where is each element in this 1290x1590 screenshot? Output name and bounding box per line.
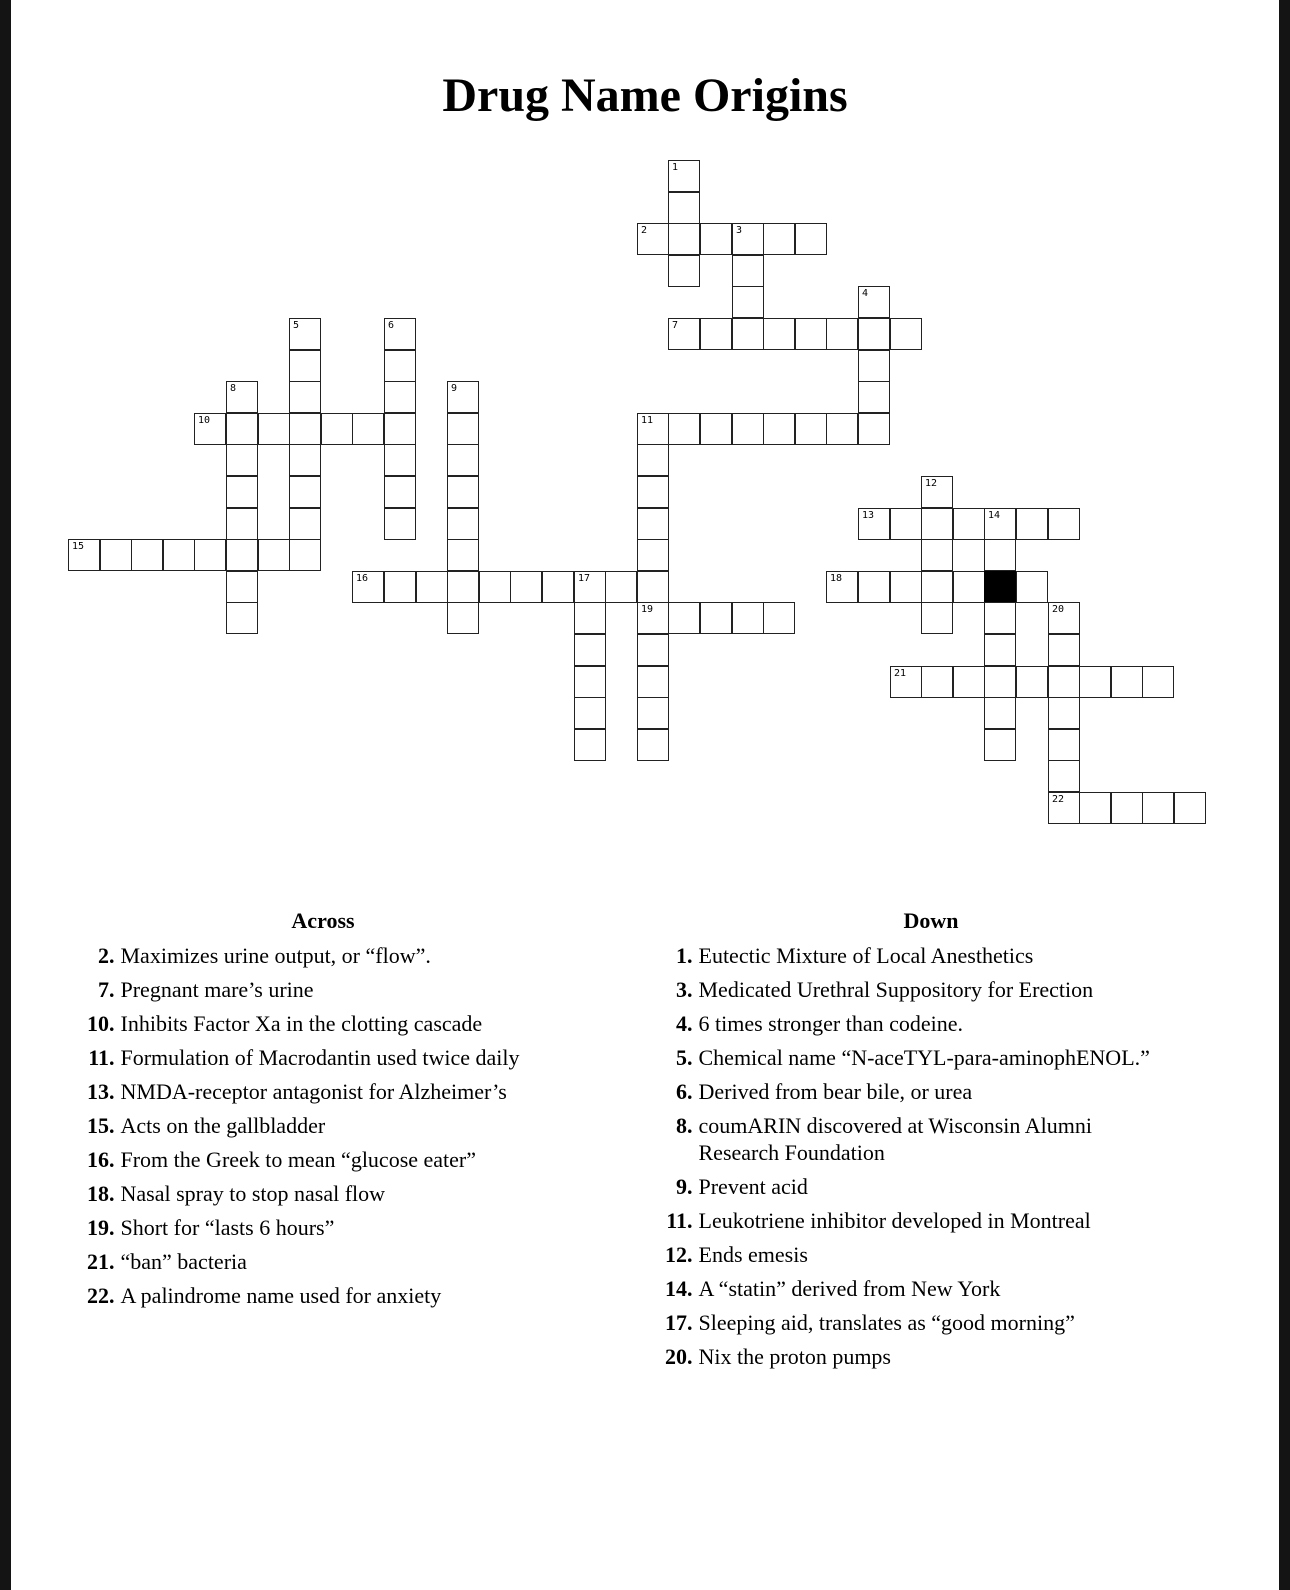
down-clue-20 (651, 1343, 1171, 1370)
clue-number-dot: . (687, 1208, 693, 1233)
grid-cell[interactable] (921, 508, 953, 540)
down-clue-17 (651, 1309, 1171, 1336)
grid-cell[interactable] (447, 539, 479, 571)
grid-cell[interactable] (574, 697, 606, 729)
grid-cell[interactable] (732, 318, 764, 350)
grid-cell[interactable] (321, 413, 353, 445)
grid-cell[interactable] (1111, 666, 1143, 698)
grid-cell[interactable] (921, 539, 953, 571)
clue-number: 7 (98, 977, 109, 1002)
clue-text: Ends emesis (698, 1242, 808, 1267)
grid-cell[interactable] (637, 602, 669, 634)
clue-number: 11 (88, 1045, 109, 1070)
clue-number-dot: . (109, 1181, 115, 1206)
grid-cell[interactable] (637, 539, 669, 571)
clue-number: 15 (87, 1113, 109, 1138)
grid-cell[interactable] (890, 571, 922, 603)
grid-cell[interactable] (732, 286, 764, 318)
grid-cell[interactable] (574, 634, 606, 666)
cell-number: 17 (578, 573, 591, 584)
grid-cell[interactable] (826, 318, 858, 350)
across-clue-7 (73, 976, 593, 1003)
clue-text: Pregnant mare’s urine (120, 977, 314, 1002)
grid-cell[interactable] (668, 602, 700, 634)
grid-cell[interactable] (700, 223, 732, 255)
clue-number: 19 (87, 1215, 109, 1240)
grid-cell[interactable] (668, 413, 700, 445)
across-clue-2 (73, 942, 593, 969)
grid-cell[interactable] (668, 192, 700, 224)
grid-cell[interactable] (763, 413, 795, 445)
grid-cell[interactable] (1048, 602, 1080, 634)
cell-number: 2 (641, 225, 648, 236)
grid-cell[interactable] (732, 602, 764, 634)
grid-cell[interactable] (384, 413, 416, 445)
clue-number-dot: . (109, 1283, 115, 1308)
cell-number: 21 (894, 668, 907, 679)
clue-number-dot: . (109, 1215, 115, 1240)
cell-number: 16 (356, 573, 369, 584)
grid-cell[interactable] (1048, 729, 1080, 761)
grid-cell[interactable] (826, 571, 858, 603)
clue-number: 1 (676, 943, 687, 968)
clue-number: 5 (676, 1045, 687, 1070)
grid-cell[interactable] (384, 444, 416, 476)
across-clue-19 (73, 1214, 593, 1241)
grid-cell[interactable] (258, 413, 290, 445)
grid-cell[interactable] (1142, 792, 1174, 824)
grid-cell[interactable] (668, 318, 700, 350)
grid-cell[interactable] (289, 444, 321, 476)
clue-number: 9 (676, 1174, 687, 1199)
grid-cell[interactable] (984, 508, 1016, 540)
grid-cell[interactable] (289, 413, 321, 445)
grid-cell[interactable] (447, 508, 479, 540)
across-clue-15 (73, 1112, 593, 1139)
clue-number: 10 (87, 1011, 109, 1036)
grid-cell[interactable] (637, 476, 669, 508)
cell-number: 1 (672, 162, 679, 173)
clue-number: 21 (87, 1249, 109, 1274)
grid-cell[interactable] (289, 350, 321, 382)
clue-number-dot: . (687, 1310, 693, 1335)
black-square (984, 571, 1016, 603)
down-clue-6 (651, 1078, 1171, 1105)
across-clues (73, 908, 593, 1316)
clue-number-dot: . (687, 1045, 693, 1070)
down-clue-11 (651, 1207, 1171, 1234)
grid-cell[interactable] (858, 381, 890, 413)
clue-number: 22 (87, 1283, 109, 1308)
clue-text: coumARIN discovered at Wisconsin Alumni Research Foundation (698, 1113, 1092, 1165)
grid-cell[interactable] (984, 729, 1016, 761)
grid-cell[interactable] (226, 476, 258, 508)
grid-cell[interactable] (574, 666, 606, 698)
cell-number: 11 (641, 415, 654, 426)
clue-number: 2 (98, 943, 109, 968)
grid-cell[interactable] (984, 634, 1016, 666)
grid-cell[interactable] (700, 602, 732, 634)
cell-number: 19 (641, 604, 654, 615)
clue-number: 20 (665, 1344, 687, 1369)
grid-cell[interactable] (890, 508, 922, 540)
grid-cell[interactable] (1048, 666, 1080, 698)
clue-text: Medicated Urethral Suppository for Erection (698, 977, 1094, 1002)
grid-cell[interactable] (163, 539, 195, 571)
grid-cell[interactable] (100, 539, 132, 571)
clue-text: Nix the proton pumps (698, 1344, 891, 1369)
clue-number-dot: . (109, 977, 115, 1002)
cell-number: 4 (862, 288, 869, 299)
grid-cell[interactable] (732, 255, 764, 287)
clue-number-dot: . (109, 1249, 115, 1274)
grid-cell[interactable] (763, 318, 795, 350)
clue-text: “ban” bacteria (120, 1249, 247, 1274)
clue-number-dot: . (109, 943, 115, 968)
clue-number-dot: . (687, 1011, 693, 1036)
grid-cell[interactable] (858, 571, 890, 603)
grid-cell[interactable] (289, 476, 321, 508)
clue-number-dot: . (109, 1113, 115, 1138)
grid-cell[interactable] (795, 223, 827, 255)
grid-cell[interactable] (953, 571, 985, 603)
grid-cell[interactable] (226, 508, 258, 540)
down-clue-14 (651, 1275, 1171, 1302)
cell-number: 13 (862, 510, 875, 521)
cell-number: 8 (230, 383, 237, 394)
grid-cell[interactable] (921, 666, 953, 698)
cell-number: 10 (198, 415, 211, 426)
grid-cell[interactable] (226, 571, 258, 603)
grid-cell[interactable] (732, 223, 764, 255)
grid-cell[interactable] (352, 571, 384, 603)
grid-cell[interactable] (858, 318, 890, 350)
clue-text: Formulation of Macrodantin used twice daily (120, 1045, 520, 1070)
grid-cell[interactable] (1048, 634, 1080, 666)
clue-text: A palindrome name used for anxiety (120, 1283, 442, 1308)
clue-text: A “statin” derived from New York (698, 1276, 1001, 1301)
down-clue-12 (651, 1241, 1171, 1268)
grid-cell[interactable] (574, 602, 606, 634)
grid-cell[interactable] (416, 571, 448, 603)
clue-text: From the Greek to mean “glucose eater” (120, 1147, 477, 1172)
across-clue-21 (73, 1248, 593, 1275)
grid-cell[interactable] (384, 318, 416, 350)
clue-number-dot: . (109, 1147, 115, 1172)
across-clue-18 (73, 1180, 593, 1207)
cell-number: 20 (1052, 604, 1065, 615)
clue-number-dot: . (687, 1079, 693, 1104)
cell-number: 15 (72, 541, 85, 552)
grid-cell[interactable] (637, 697, 669, 729)
clue-text: Eutectic Mixture of Local Anesthetics (698, 943, 1034, 968)
grid-cell[interactable] (953, 666, 985, 698)
grid-cell[interactable] (984, 697, 1016, 729)
grid-cell[interactable] (1079, 792, 1111, 824)
grid-cell[interactable] (1016, 508, 1048, 540)
down-clues (651, 908, 1171, 1377)
grid-cell[interactable] (921, 602, 953, 634)
grid-cell[interactable] (763, 602, 795, 634)
grid-cell[interactable] (1142, 666, 1174, 698)
grid-cell[interactable] (700, 318, 732, 350)
grid-cell[interactable] (668, 223, 700, 255)
worksheet-page (11, 0, 1279, 1590)
across-clue-10 (73, 1010, 593, 1037)
clue-number-dot: . (109, 1011, 115, 1036)
down-clue-8 (651, 1112, 1171, 1166)
clue-text: Derived from bear bile, or urea (698, 1079, 973, 1104)
clue-number: 12 (665, 1242, 687, 1267)
grid-cell[interactable] (226, 539, 258, 571)
grid-cell[interactable] (984, 666, 1016, 698)
grid-cell[interactable] (605, 571, 637, 603)
grid-cell[interactable] (637, 634, 669, 666)
grid-cell[interactable] (795, 413, 827, 445)
grid-cell[interactable] (479, 571, 511, 603)
cell-number: 12 (925, 478, 938, 489)
cell-number: 7 (672, 320, 679, 331)
grid-cell[interactable] (258, 539, 290, 571)
grid-cell[interactable] (447, 571, 479, 603)
grid-cell[interactable] (226, 444, 258, 476)
grid-cell[interactable] (68, 539, 100, 571)
clue-number-dot: . (687, 1113, 693, 1138)
grid-cell[interactable] (1016, 666, 1048, 698)
clue-text: Nasal spray to stop nasal flow (120, 1181, 386, 1206)
down-clue-3 (651, 976, 1171, 1003)
clue-number: 8 (676, 1113, 687, 1138)
grid-cell[interactable] (984, 539, 1016, 571)
grid-cell[interactable] (384, 350, 416, 382)
clue-text: Leukotriene inhibitor developed in Montreal (698, 1208, 1091, 1233)
across-heading: Across (291, 908, 355, 933)
grid-cell[interactable] (574, 729, 606, 761)
grid-cell[interactable] (637, 508, 669, 540)
clue-number-dot: . (687, 1174, 693, 1199)
grid-cell[interactable] (447, 413, 479, 445)
clue-text: 6 times stronger than codeine. (698, 1011, 964, 1036)
clue-number: 14 (665, 1276, 687, 1301)
grid-cell[interactable] (384, 571, 416, 603)
clue-text: Acts on the gallbladder (120, 1113, 326, 1138)
clue-number: 18 (87, 1181, 109, 1206)
clue-number: 11 (666, 1208, 687, 1233)
clue-text: Short for “lasts 6 hours” (120, 1215, 335, 1240)
down-clue-1 (651, 942, 1171, 969)
grid-cell[interactable] (637, 413, 669, 445)
grid-cell[interactable] (194, 539, 226, 571)
grid-cell[interactable] (226, 413, 258, 445)
grid-cell[interactable] (1079, 666, 1111, 698)
grid-cell[interactable] (984, 602, 1016, 634)
grid-cell[interactable] (668, 160, 700, 192)
clue-number: 17 (665, 1310, 687, 1335)
clue-number-dot: . (687, 1344, 693, 1369)
grid-cell[interactable] (289, 381, 321, 413)
clue-number-dot: . (687, 1276, 693, 1301)
grid-cell[interactable] (921, 476, 953, 508)
grid-cell[interactable] (858, 413, 890, 445)
grid-cell[interactable] (1174, 792, 1206, 824)
grid-cell[interactable] (637, 223, 669, 255)
grid-cell[interactable] (289, 508, 321, 540)
grid-cell[interactable] (447, 602, 479, 634)
clue-number: 3 (676, 977, 687, 1002)
grid-cell[interactable] (1048, 792, 1080, 824)
across-clue-list (73, 942, 593, 1309)
across-clue-11 (73, 1044, 593, 1071)
grid-cell[interactable] (732, 413, 764, 445)
down-clue-9 (651, 1173, 1171, 1200)
grid-cell[interactable] (1048, 760, 1080, 792)
grid-cell[interactable] (447, 381, 479, 413)
grid-cell[interactable] (637, 729, 669, 761)
down-clue-list (651, 942, 1171, 1370)
grid-cell[interactable] (1048, 508, 1080, 540)
grid-cell[interactable] (447, 476, 479, 508)
clue-text: Inhibits Factor Xa in the clotting cascade (120, 1011, 483, 1036)
clue-number: 6 (676, 1079, 687, 1104)
grid-cell[interactable] (858, 350, 890, 382)
down-heading: Down (903, 908, 959, 933)
grid-cell[interactable] (447, 444, 479, 476)
grid-cell[interactable] (953, 508, 985, 540)
grid-cell[interactable] (542, 571, 574, 603)
grid-cell[interactable] (226, 381, 258, 413)
down-clue-4 (651, 1010, 1171, 1037)
grid-cell[interactable] (574, 571, 606, 603)
grid-cell[interactable] (352, 413, 384, 445)
cell-number: 22 (1052, 794, 1065, 805)
grid-cell[interactable] (384, 381, 416, 413)
cell-number: 18 (830, 573, 843, 584)
grid-cell[interactable] (637, 444, 669, 476)
cell-number: 9 (451, 383, 458, 394)
clue-number: 13 (87, 1079, 109, 1104)
clue-number-dot: . (109, 1079, 115, 1104)
grid-cell[interactable] (289, 539, 321, 571)
grid-cell[interactable] (826, 413, 858, 445)
grid-cell[interactable] (890, 318, 922, 350)
across-clue-22 (73, 1282, 593, 1309)
grid-cell[interactable] (890, 666, 922, 698)
grid-cell[interactable] (795, 318, 827, 350)
clue-text: NMDA-receptor antagonist for Alzheimer’s (120, 1079, 507, 1104)
clue-number-dot: . (687, 1242, 693, 1267)
clue-number: 16 (87, 1147, 109, 1172)
across-clue-16 (73, 1146, 593, 1173)
grid-cell[interactable] (763, 223, 795, 255)
grid-cell[interactable] (384, 508, 416, 540)
across-clue-13 (73, 1078, 593, 1105)
clue-text: Chemical name “N-aceTYL-para-aminophENOL.” (698, 1045, 1150, 1070)
grid-cell[interactable] (637, 666, 669, 698)
grid-cell[interactable] (289, 318, 321, 350)
grid-cell[interactable] (858, 508, 890, 540)
down-clue-5 (651, 1044, 1171, 1071)
grid-cell[interactable] (858, 286, 890, 318)
grid-cell[interactable] (1016, 571, 1048, 603)
grid-cell[interactable] (194, 413, 226, 445)
grid-cell[interactable] (668, 255, 700, 287)
grid-cell[interactable] (510, 571, 542, 603)
clue-text: Maximizes urine output, or “flow”. (120, 943, 431, 968)
clue-number-dot: . (687, 977, 693, 1002)
clue-number-dot: . (109, 1045, 115, 1070)
page-title: Drug Name Origins (442, 69, 848, 122)
grid-cell[interactable] (1048, 697, 1080, 729)
clue-number-dot: . (687, 943, 693, 968)
grid-cell[interactable] (384, 476, 416, 508)
grid-cell[interactable] (1111, 792, 1143, 824)
grid-cell[interactable] (637, 571, 669, 603)
cell-number: 14 (988, 510, 1001, 521)
clue-text: Prevent acid (698, 1174, 808, 1199)
grid-cell[interactable] (131, 539, 163, 571)
cell-number: 6 (388, 320, 395, 331)
clue-number: 4 (676, 1011, 687, 1036)
grid-cell[interactable] (700, 413, 732, 445)
grid-cell[interactable] (921, 571, 953, 603)
cell-number: 5 (293, 320, 300, 331)
cell-number: 3 (736, 225, 743, 236)
clue-text: Sleeping aid, translates as “good morning” (698, 1310, 1075, 1335)
grid-cell[interactable] (226, 602, 258, 634)
